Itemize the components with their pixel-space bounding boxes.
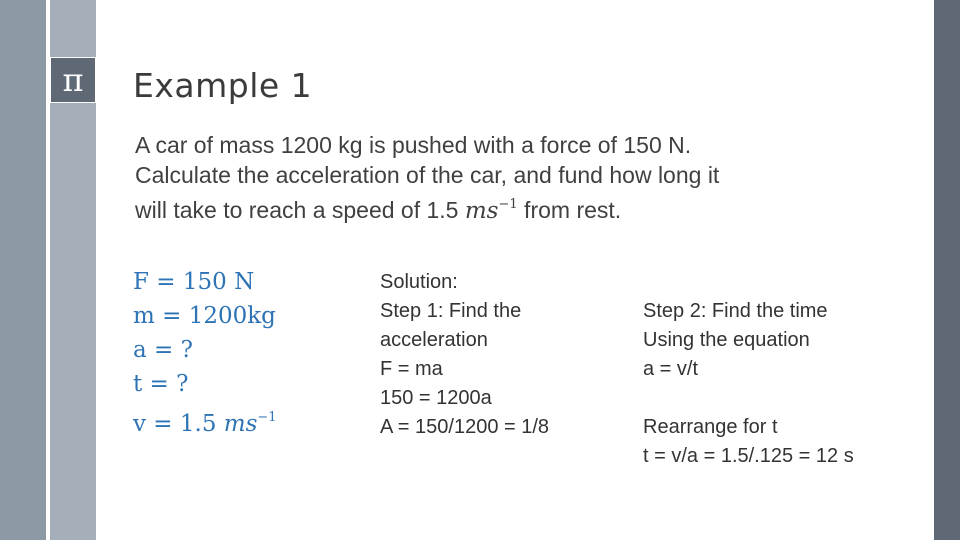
- pi-icon: [50, 57, 96, 103]
- pi-glyph: π: [62, 61, 84, 99]
- problem-line-3-text: will take to reach a speed of 1.5: [135, 197, 465, 223]
- step1-substitution: 150 = 1200a: [380, 387, 492, 409]
- speed-unit: ms: [464, 198, 499, 224]
- given-force: F = 150 N: [133, 269, 255, 295]
- step2-equation-intro: Using the equation: [643, 329, 810, 351]
- given-velocity: [133, 401, 277, 441]
- slide-title: Example 1: [133, 66, 313, 105]
- given-velocity-value: v = 1.5: [133, 411, 224, 437]
- right-decor-strip: [934, 0, 960, 540]
- problem-line-1: A car of mass 1200 kg is pushed with a force of 150 N.: [135, 132, 692, 158]
- problem-statement: [135, 130, 895, 226]
- step1-formula: F = ma: [380, 358, 443, 380]
- solution-step-1: [380, 268, 549, 442]
- given-velocity-exponent: −1: [257, 410, 277, 425]
- step2-rearrange: Rearrange for t: [643, 416, 778, 438]
- step2-result: t = v/a = 1.5/.125 = 12 s: [643, 445, 854, 467]
- step2-heading: Step 2: Find the time: [643, 300, 828, 322]
- given-values: [133, 265, 277, 441]
- given-velocity-unit: ms: [223, 411, 258, 437]
- speed-unit-exponent: −1: [498, 197, 518, 212]
- solution-step-2: [643, 297, 854, 471]
- step1-heading-cont: acceleration: [380, 329, 488, 351]
- solution-heading: Solution:: [380, 271, 458, 293]
- problem-line-2: Calculate the acceleration of the car, and fund how long it: [135, 162, 720, 188]
- given-mass: m = 1200kg: [133, 303, 276, 329]
- given-acceleration: a = ?: [133, 337, 193, 363]
- left-decor-strip: [0, 0, 46, 540]
- problem-line-3: [135, 190, 895, 226]
- problem-line-3-end: from rest.: [517, 197, 622, 223]
- given-time: t = ?: [133, 371, 189, 397]
- step1-result: A = 150/1200 = 1/8: [380, 416, 550, 438]
- step2-equation: a = v/t: [643, 358, 699, 380]
- step1-heading: Step 1: Find the: [380, 300, 522, 322]
- step2-spacer: [643, 384, 854, 413]
